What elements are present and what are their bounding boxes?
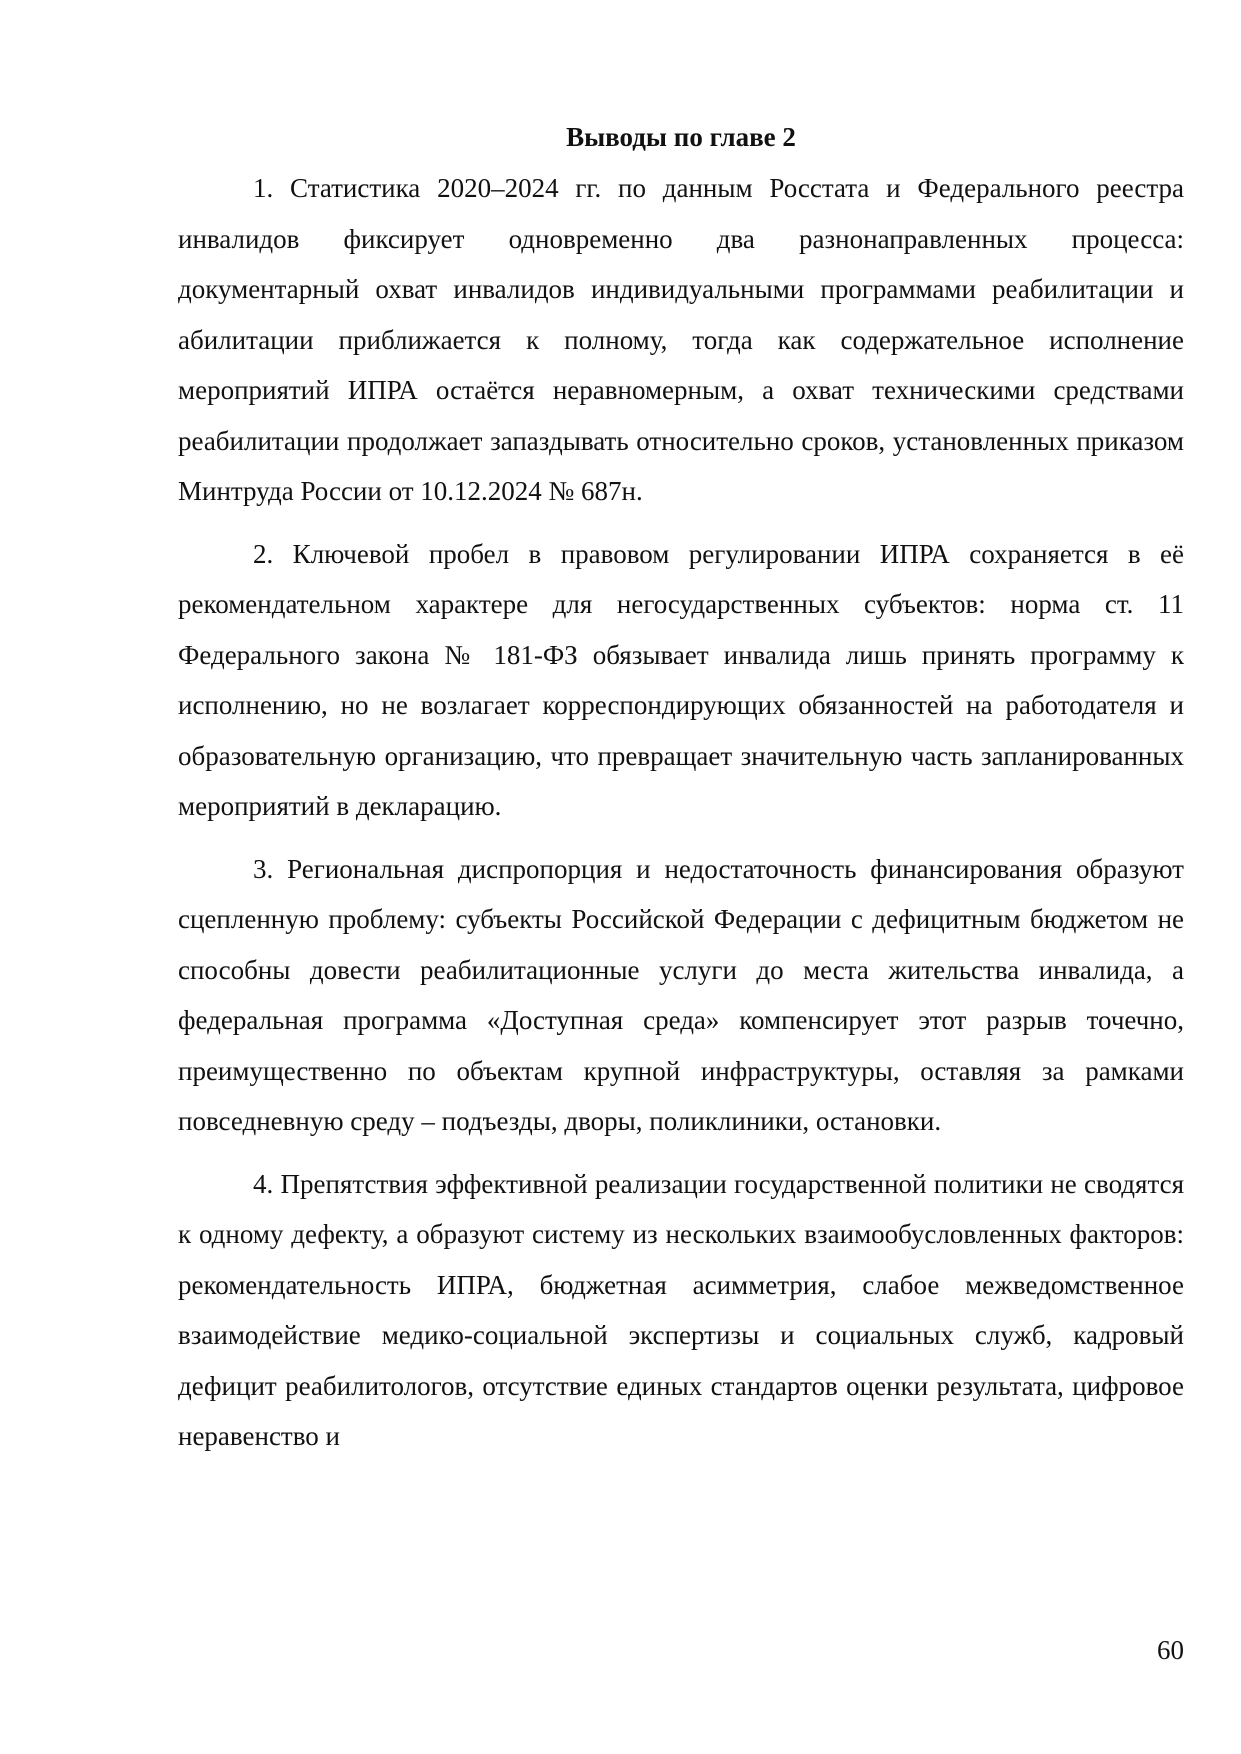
conclusion-paragraph-4: 4. Препятствия эффективной реализации государственной политики не сводятся к одному дефекту, а образуют систему из нескольких взаимообусловленных факторов: рекомендательность ИПРА, бюджетная асимметрия, слабое межведомственное взаимодействие медико-социальной экспертизы и социальных служб, кадровый дефицит реабилитологов, отсутствие единых стандартов оценки результата, цифровое неравенство и: [178, 1168, 1184, 1451]
conclusion-paragraph-1: 1. Статистика 2020–2024 гг. по данным Росстата и Федерального реестра инвалидов фиксирует одновременно два разнонаправленных процесса: документарный охват инвалидов индивидуальными программами реабилитации и абилитации приближается к полному, тогда как содержательное исполнение мероприятий ИПРА остаётся неравномерным, а охват техническими средствами реабилитации продолжает запаздывать относительно сроков, установленных приказом Минтруда России от 10.12.2024 № 687н.: [178, 173, 1184, 506]
chapter-conclusions-heading: Выводы по главе 2: [566, 122, 796, 152]
document-body: [178, 111, 1184, 1474]
page-number: 60: [1157, 1635, 1184, 1665]
conclusion-paragraph-2: 2. Ключевой пробел в правовом регулировании ИПРА сохраняется в её рекомендательном характере для негосударственных субъектов: норма ст. 11 Федерального закона № 181-ФЗ обязывает инвалида лишь принять программу к исполнению, но не возлагает корреспондирующих обязанностей на работодателя и образовательную организацию, что превращает значительную часть запланированных мероприятий в декларацию.: [178, 538, 1184, 821]
conclusion-paragraph-3: 3. Региональная диспропорция и недостаточность финансирования образуют сцепленную проблему: субъекты Российской Федерации с дефицитным бюджетом не способны довести реабилитационные услуги до места жительства инвалида, а федеральная программа «Доступная среда» компенсирует этот разрыв точечно, преимущественно по объектам крупной инфраструктуры, оставляя за рамками повседневную среду – подъезды, дворы, поликлиники, остановки.: [178, 853, 1184, 1136]
